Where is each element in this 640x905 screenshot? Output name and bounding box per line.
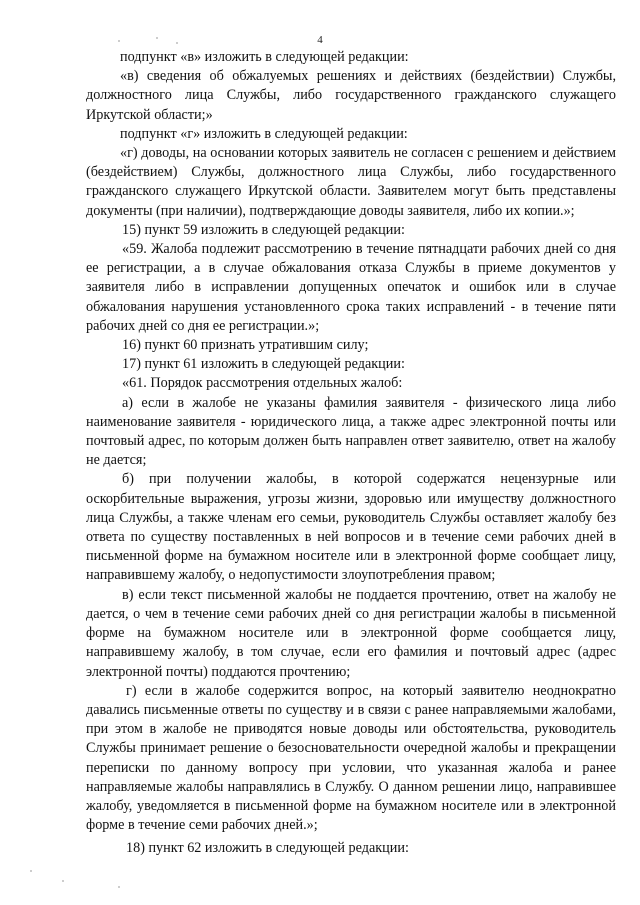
scan-speck [62,880,64,882]
document-body [86,48,616,859]
paragraph-item-15: 15) пункт 59 изложить в следующей редакции: [122,221,405,238]
paragraph-clause-61-heading: «61. Порядок рассмотрения отдельных жалоб: [122,375,403,392]
paragraph-subpoint-g-intro: подпункт «г» изложить в следующей редакции: [120,125,408,142]
paragraph-subpoint-v-intro: подпункт «в» изложить в следующей редакции: [120,49,409,65]
paragraph-subpoint-v-text: «в) сведения об обжалуемых решениях и действиях (бездействии) Службы, должностного лица Службы, либо государственного гражданского служащего Иркутской области;» [86,68,616,123]
paragraph-item-18: 18) пункт 62 изложить в следующей редакции: [126,840,409,857]
paragraph-clause-61-b: б) при получении жалобы, в которой содержатся нецензурные или оскорбительные выражения, угрозы жизни, здоровью или имуществу должностного лица Службы, а также членам его семьи, руководитель Службы оставляет жалобу без ответа по существу поставленных в ней вопросов и в течение семи рабочих дней в письменной форме на бумажном носителе или в электронной форме сообщает лицу, направившему жалобу, о недопустимости злоупотребления правом; [86,471,616,584]
paragraph-item-17: 17) пункт 61 изложить в следующей редакции: [122,356,405,373]
paragraph-clause-61-a: а) если в жалобе не указаны фамилия заявителя - физического лица либо наименование заявителя - юридического лица, а также адрес электронной почты или почтовый адрес, по которым должен быть направлен ответ заявителю, ответ на жалобу не дается; [86,394,616,469]
paragraph-clause-61-g: г) если в жалобе содержится вопрос, на который заявителю неоднократно давались письменные ответы по существу и в связи с ранее направляемыми жалобами, при этом в жалобе не приводятся новые доводы или обстоятельства, руководитель Службы принимает решение о безосновательности очередной жалобы и прекращении переписки по данному вопросу при условии, что указанная жалоба и ранее направляемые жалобы направлялись в Службу. О данном решении лицо, направившее жалобу, уведомляется в письменной форме на бумажном носителе или в электронной форме в течение семи рабочих дней.»; [86,682,616,834]
paragraph-clause-61-v: в) если текст письменной жалобы не поддается прочтению, ответ на жалобу не дается, о чем в течение семи рабочих дней со дня регистрации жалобы в письменной форме на бумажном носителе или в электронной форме сообщается лицу, направившему жалобу, в том случае, если его фамилия и почтовый адрес (адрес электронной почты) поддаются прочтению; [86,586,616,680]
paragraph-clause-59: «59. Жалоба подлежит рассмотрению в течение пятнадцати рабочих дней со дня ее регистрации, а в случае обжалования отказа Службы в приеме документов у заявителя либо в исправлении допущенных опечаток и ошибок или в случае обжалования нарушения установленного срока таких исправлений - в течение пяти рабочих дней со дня ее регистрации.»; [86,241,616,334]
paragraph-item-16: 16) пункт 60 признать утратившим силу; [122,337,369,354]
scan-speck [118,886,120,888]
scan-speck [30,870,32,872]
paragraph-subpoint-g-text: «г) доводы, на основании которых заявитель не согласен с решением и действием (бездействием) Службы, должностного лица Службы, либо государственного гражданского служащего Иркутской области. Заявителем могут быть представлены документы (при наличии), подтверждающие доводы заявителя, либо их копии.»; [86,145,616,219]
page-number: 4 [317,34,323,46]
